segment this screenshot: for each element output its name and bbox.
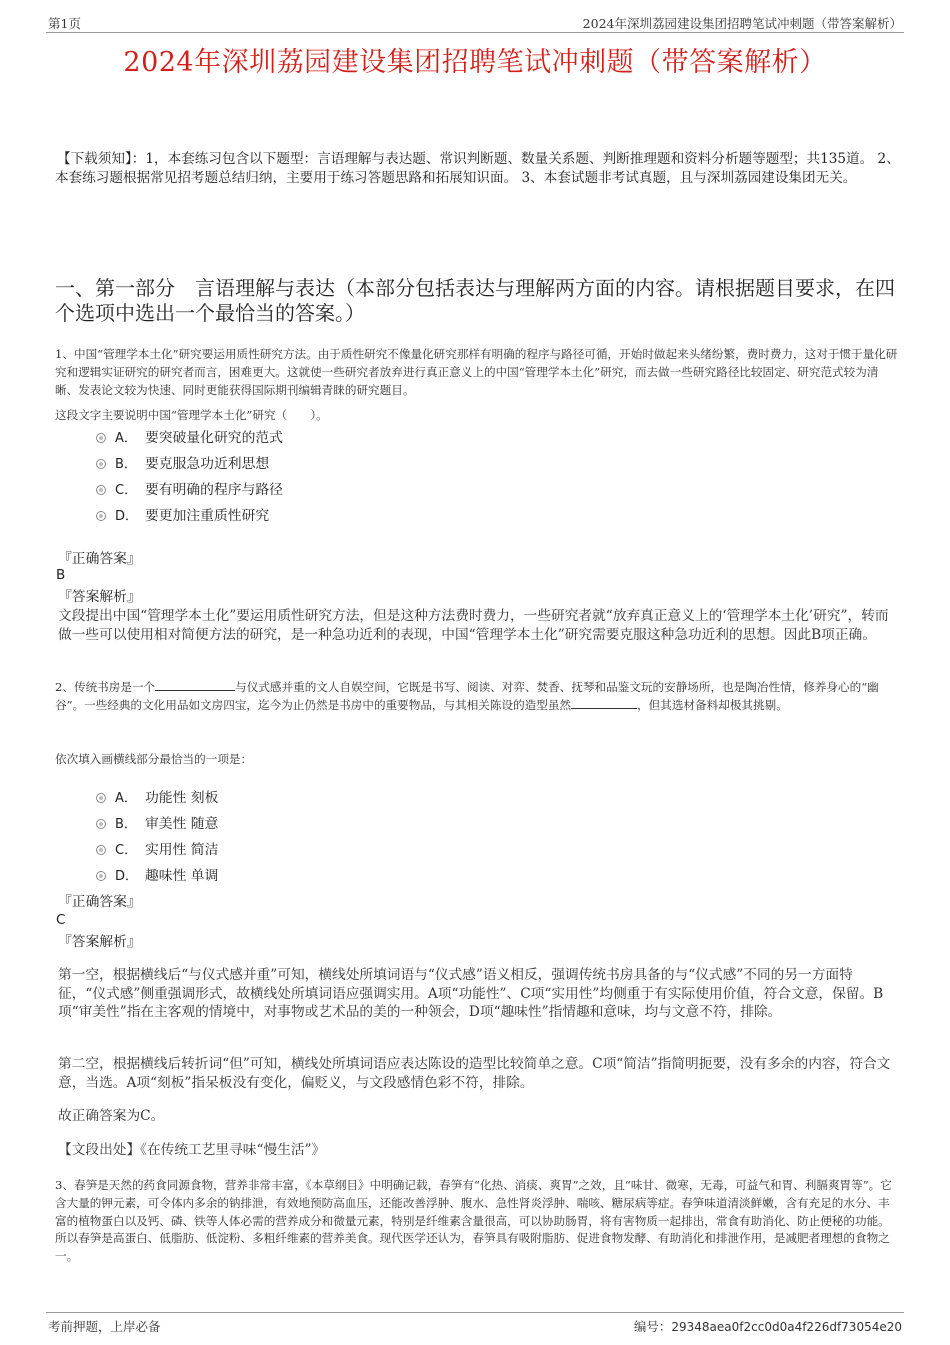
analysis-label: 『答案解析』 — [58, 934, 141, 950]
option-d[interactable]: D． 趣味性 单调 — [96, 863, 218, 889]
header-doc-title: 2024年深圳荔园建设集团招聘笔试冲刺题（带答案解析） — [582, 16, 902, 31]
fill-blank — [571, 697, 637, 709]
question-1-text: 1、中国“管理学本土化”研究要运用质性研究方法。由于质性研究不像量化研究那样有明确的程序与路径可循，开始时做起来头绪纷繁，费时费力，这对于惯于量化研究和逻辑实证研究的研究者而言，困难更大。这就使一些研究者放弃进行真正意义上的中国“管理学本土化”研究，而去做一些研究路径比较固定、研究范式较为清晰、发表论文较为快速、同时更能获得国际期刊编辑青睐的研究题目。 — [55, 347, 898, 397]
option-a[interactable]: A． 功能性 刻板 — [96, 785, 218, 811]
radio-icon[interactable] — [96, 871, 106, 881]
text-source: 【文段出处】《在传统工艺里寻味“慢生活”》 — [58, 1142, 326, 1158]
option-b[interactable]: B． 审美性 随意 — [96, 811, 218, 837]
analysis-paragraph-1: 第一空，根据横线后“与仪式感并重”可知，横线处所填词语与“仪式感”语义相反，强调传统书房具备的与“仪式感”不同的另一方面特征，“仪式感”侧重强调形式，故横线处所填词语应强调实用。A项“功能性”、C项“实用性”均侧重于有实际使用价值，符合文意，保留。B项“审美性”指在主客观的情境中，对事物或艺术品的美的一种领会，D项“趣味性”指情趣和意味，均与文意不符，排除。 — [58, 967, 884, 1020]
option-b[interactable]: B． 要克服急功近利思想 — [96, 451, 283, 477]
radio-icon[interactable] — [96, 819, 106, 829]
page-header — [46, 10, 904, 33]
radio-icon[interactable] — [96, 485, 106, 495]
section-title: 一、第一部分 言语理解与表达（本部分包括表达与理解两方面的内容。请根据题目要求，在四个选项中选出一个最恰当的答案。） — [55, 276, 895, 325]
option-d[interactable]: D． 要更加注重质性研究 — [96, 503, 283, 529]
download-notice: 【下载须知】：1，本套练习包含以下题型：言语理解与表达题、常识判断题、数量关系题、判断推理题和资料分析题等题型；共135道。 2、本套练习题根据常见招考题总结归纳，主要用于练习答题思路和拓展知识面。 3、本套试题非考试真题，且与深圳荔园建设集团无关。 — [55, 151, 900, 186]
question-2-ask: 依次填入画横线部分最恰当的一项是： — [55, 752, 253, 766]
footer-slogan: 考前押题，上岸必备 — [48, 1319, 161, 1334]
option-c[interactable]: C． 实用性 简洁 — [96, 837, 218, 863]
question-1-ask: 这段文字主要说明中国“管理学本土化”研究（ ）。 — [55, 408, 328, 422]
page-footer — [46, 1312, 904, 1335]
radio-icon[interactable] — [96, 459, 106, 469]
document-code: 编号：29348aea0f2cc0d0a4f226df73054e20 — [633, 1319, 902, 1334]
answer-value: C — [56, 912, 66, 928]
document-title: 2024年深圳荔园建设集团招聘笔试冲刺题（带答案解析） — [123, 47, 827, 78]
question-2-options — [96, 785, 218, 889]
radio-icon[interactable] — [96, 511, 106, 521]
answer-value: B — [56, 567, 66, 583]
analysis-label: 『答案解析』 — [58, 589, 141, 605]
question-1-options — [96, 425, 283, 529]
analysis-paragraph-2: 第二空，根据横线后转折词“但”可知，横线处所填词语应表达陈设的造型比较简单之意。C项“简洁”指简明扼要，没有多余的内容，符合文意，当选。A项“刻板”指呆板没有变化，偏贬义，与文段感情色彩不符，排除。 — [58, 1056, 891, 1091]
fill-blank — [155, 679, 235, 691]
answer-label: 『正确答案』 — [58, 894, 141, 910]
question-3-text: 3、春笋是天然的药食同源食物，营养非常丰富，《本草纲目》中明确记载，春笋有“化热、消痰、爽胃”之效，且“味甘、微寒，无毒，可益气和胃、利膈爽胃等”。它含大量的钾元素，可令体内多余的钠排泄，有效地预防高血压，还能改善浮肿、腹水、急性肾炎浮肿、喘咳、糖尿病等症。春笋味道清淡鲜嫩，含有充足的水分、丰富的植物蛋白以及钙、磷、铁等人体必需的营养成分和微量元素，特别是纤维素含量很高，可以协助肠胃，将有害物质一起排出，常食有助消化、防止便秘的功能。所以春笋是高蛋白、低脂肪、低淀粉、多粗纤维素的营养美食。现代医学还认为，春笋具有吸附脂肪、促进食物发酵、有助消化和排泄作用，是减肥者理想的食物之一。 — [55, 1178, 892, 1264]
analysis-text: 文段提出中国“管理学本土化”要运用质性研究方法，但是这种方法费时费力，一些研究者就“放弃真正意义上的‘管理学本土化’研究”，转而做一些可以使用相对简便方法的研究，是一种急功近利的表现，中国“管理学本土化”研究需要克服这种急功近利的思想。因此B项正确。 — [58, 608, 889, 643]
option-a[interactable]: A． 要突破量化研究的范式 — [96, 425, 283, 451]
conclusion: 故正确答案为C。 — [58, 1108, 165, 1124]
question-2-text: 2、传统书房是一个 与仪式感并重的文人自娱空间，它既是书写、阅读、对弈、焚香、抚琴和品鉴文玩的安静场所，也是陶冶性情，修养身心的“幽谷”。一些经典的文化用品如文房四宝，迄今为止仍然是书房中的重要物品，与其相关陈设的造型虽然 ，但其选材备料却极其挑剔。 — [55, 680, 879, 712]
radio-icon[interactable] — [96, 793, 106, 803]
radio-icon[interactable] — [96, 845, 106, 855]
radio-icon[interactable] — [96, 433, 106, 443]
option-c[interactable]: C． 要有明确的程序与路径 — [96, 477, 283, 503]
page-number: 第1页 — [48, 16, 81, 31]
answer-label: 『正确答案』 — [58, 551, 141, 567]
